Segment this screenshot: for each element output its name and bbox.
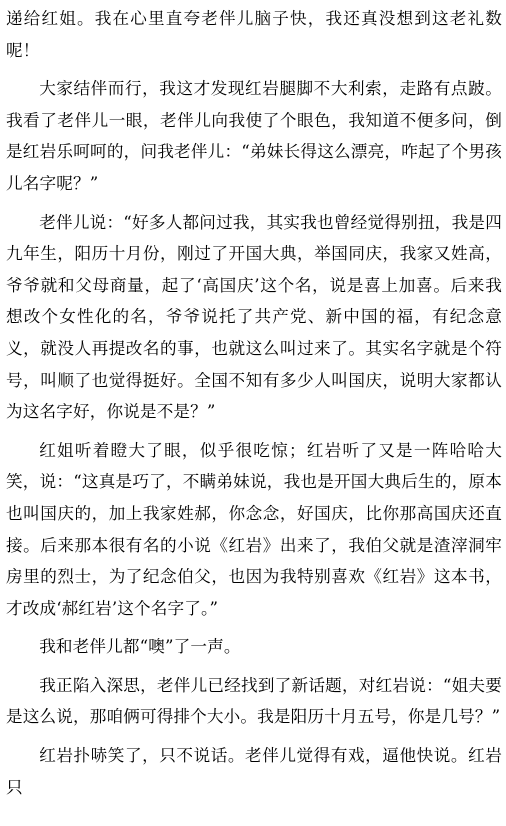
paragraph-6: 我正陷入深思，老伴儿已经找到了新话题，对红岩说：“姐夫要是这么说，那咱俩可得排个大小。我是阳历十月五号，你是几号？” bbox=[6, 675, 502, 727]
paragraph-4: 红姐听着瞪大了眼，似乎很吃惊；红岩听了又是一阵哈哈大笑，说：“这真是巧了，不瞒弟妹说，我也是开国大典后生的，原本也叫国庆的，加上我家姓郝，你念念，好国庆，比你那高国庆还直接。后来那本很有名的小说《红岩》出来了，我伯父就是渣滓洞牢房里的烈士，为了纪念伯父，也因为我特别喜欢《红岩》这本书，才改成‘郝红岩’这个名字了。” bbox=[6, 440, 502, 618]
document-page bbox=[6, 3, 502, 803]
paragraph-1: 递给红姐。我在心里直夸老伴儿脑子快，我还真没想到这老礼数呢！ bbox=[6, 9, 502, 60]
paragraph-3: 老伴儿说：“好多人都问过我，其实我也曾经觉得别扭，我是四九年生，阳历十月份，刚过了开国大典，举国同庆，我家又姓高，爷爷就和父母商量，起了‘高国庆’这个名，说是喜上加喜。后来我想改个女性化的名，爷爷说托了共产党、新中国的福，有纪念意义，就没人再提改名的事，也就这么叫过来了。其实名字就是个符号，叫顺了也觉得挺好。全国不知有多少人叫国庆，说明大家都认为这名字好，你说是不是？” bbox=[6, 212, 502, 422]
paragraph-5: 我和老伴儿都“噢”了一声。 bbox=[39, 637, 241, 657]
paragraph-2: 大家结伴而行，我这才发现红岩腿脚不大利索，走路有点跛。我看了老伴儿一眼，老伴儿向我使了个眼色，我知道不便多问，倒是红岩乐呵呵的，问我老伴儿：“弟妹长得这么漂亮，咋起了个男孩儿名字呢？” bbox=[6, 79, 502, 193]
paragraph-7: 红岩扑哧笑了，只不说话。老伴儿觉得有戏，逼他快说。红岩只 bbox=[6, 746, 502, 797]
